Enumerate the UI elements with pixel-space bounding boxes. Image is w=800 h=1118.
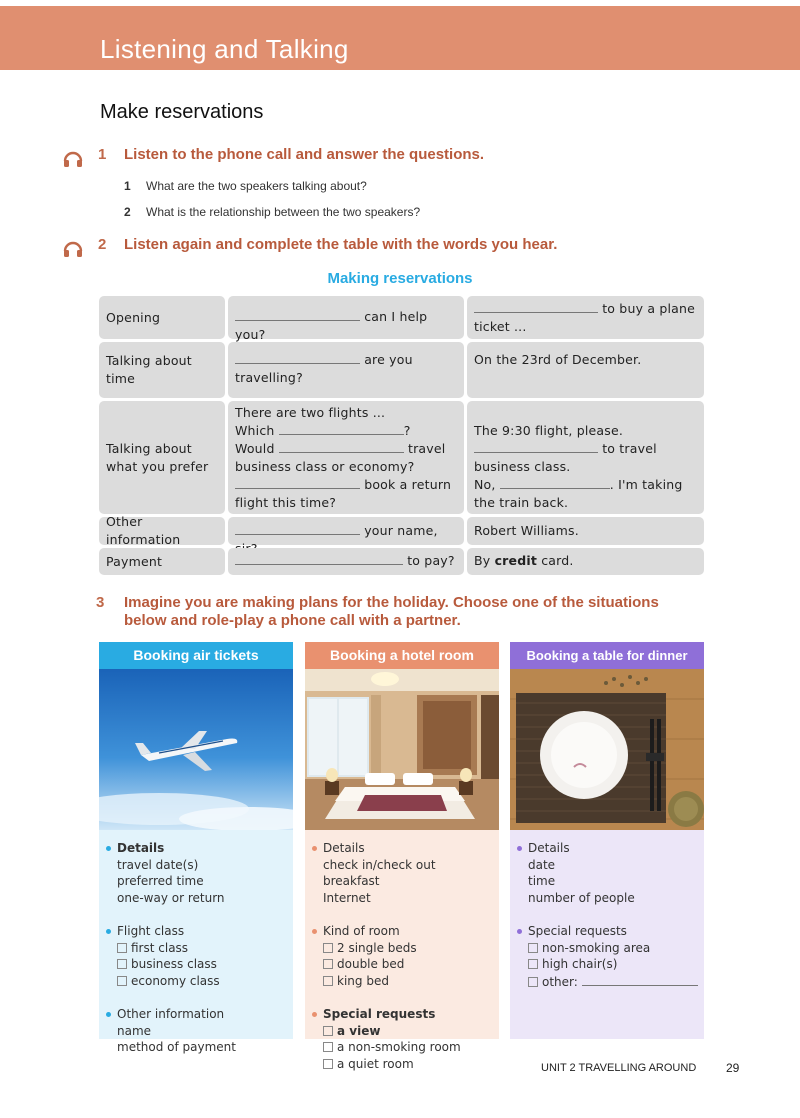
list-item: one-way or return bbox=[117, 891, 225, 906]
card-body bbox=[99, 830, 293, 1055]
checkbox-item[interactable] bbox=[105, 956, 220, 973]
cell-text: The 9:30 flight, please. bbox=[474, 423, 624, 438]
row-label-text: Talking about bbox=[106, 440, 192, 456]
banner-title: Listening and Talking bbox=[100, 34, 349, 64]
row-label-other bbox=[99, 514, 225, 547]
cell-text: ticket ... bbox=[474, 319, 527, 334]
task-instruction-line: Imagine you are making plans for the holiday. Choose one of the situations bbox=[124, 594, 659, 611]
group-heading bbox=[311, 923, 417, 940]
question-text: What are the two speakers talking about? bbox=[146, 179, 367, 193]
cell-text: travel bbox=[407, 441, 446, 456]
list-item: number of people bbox=[528, 891, 635, 906]
answer-blank[interactable] bbox=[474, 440, 598, 453]
scenario-card-air-tickets[interactable] bbox=[99, 642, 293, 1055]
task-instruction bbox=[124, 594, 659, 630]
list-item: check in/check out bbox=[323, 857, 436, 872]
checkbox-label: first class bbox=[131, 940, 189, 955]
cell-time-response bbox=[467, 342, 704, 398]
answer-blank[interactable] bbox=[235, 351, 360, 364]
group-heading bbox=[311, 840, 436, 857]
cell-text: the train back. bbox=[474, 495, 569, 510]
cell-text: to buy a plane bbox=[602, 301, 696, 316]
checkbox-item[interactable] bbox=[311, 1039, 461, 1056]
checkbox-item[interactable] bbox=[516, 940, 698, 957]
cell-payment-question bbox=[228, 548, 464, 575]
checkbox-item[interactable] bbox=[105, 973, 220, 990]
checkbox-label: a non-smoking room bbox=[337, 1040, 461, 1055]
checkbox-icon[interactable] bbox=[528, 943, 538, 953]
cell-prefer-question bbox=[228, 401, 464, 514]
row-label-opening bbox=[99, 296, 225, 339]
checkbox-icon[interactable] bbox=[323, 959, 333, 969]
list-item: method of payment bbox=[117, 1040, 236, 1055]
checkbox-item[interactable] bbox=[516, 973, 698, 991]
cell-opening-response bbox=[467, 296, 704, 339]
bullet-icon bbox=[106, 846, 111, 851]
checkbox-label: non-smoking area bbox=[542, 940, 651, 955]
group-heading bbox=[516, 840, 635, 857]
dinner-table-image bbox=[510, 669, 704, 830]
list-item: travel date(s) bbox=[117, 857, 199, 872]
cell-text: No, bbox=[474, 477, 496, 492]
row-label-text: Talking about bbox=[106, 353, 192, 368]
cell-text: business class or economy? bbox=[235, 459, 415, 474]
checkbox-item[interactable] bbox=[311, 1023, 461, 1040]
question-item bbox=[124, 205, 420, 219]
cell-text: Robert Williams. bbox=[474, 523, 579, 538]
task-instruction-line: below and role-play a phone call with a partner. bbox=[124, 612, 461, 629]
group-heading-text: Kind of room bbox=[323, 924, 400, 938]
group-heading-text: Flight class bbox=[117, 924, 185, 938]
cell-text: ? bbox=[403, 423, 411, 438]
checkbox-label: business class bbox=[131, 957, 217, 972]
card-body bbox=[510, 830, 704, 1039]
row-label-text: Opening bbox=[106, 309, 161, 325]
group-heading bbox=[311, 1006, 461, 1023]
checkbox-label: other: bbox=[542, 975, 578, 990]
task-2-heading bbox=[62, 236, 762, 260]
task-instruction: Listen again and complete the table with the words you hear. bbox=[124, 236, 558, 253]
group-heading-text: Details bbox=[323, 841, 365, 855]
card-body bbox=[305, 830, 499, 1072]
question-text: What is the relationship between the two speakers? bbox=[146, 205, 421, 219]
cell-payment-response bbox=[467, 548, 704, 575]
other-info-group bbox=[105, 1006, 236, 1056]
cell-time-question bbox=[228, 342, 464, 398]
list-item: breakfast bbox=[323, 874, 380, 889]
group-heading bbox=[105, 840, 225, 857]
group-heading-text: Special requests bbox=[528, 924, 627, 938]
answer-blank[interactable] bbox=[474, 300, 598, 313]
task-1-heading bbox=[62, 146, 762, 170]
checkbox-label: a view bbox=[337, 1023, 381, 1038]
checkbox-label: 2 single beds bbox=[337, 940, 417, 955]
question-number: 1 bbox=[124, 179, 131, 193]
task-instruction: Listen to the phone call and answer the questions. bbox=[124, 146, 485, 163]
cell-prefer-response bbox=[467, 401, 704, 514]
row-label-prefer bbox=[99, 401, 225, 514]
cell-text: can I help you? bbox=[235, 309, 428, 342]
answer-blank[interactable] bbox=[235, 308, 360, 321]
checkbox-label: economy class bbox=[131, 974, 220, 989]
card-title: Booking a table for dinner bbox=[510, 642, 704, 669]
cell-opening-question bbox=[228, 296, 464, 342]
checkbox-icon[interactable] bbox=[323, 1059, 333, 1069]
headphones-icon bbox=[62, 238, 84, 260]
airplane-image bbox=[99, 669, 293, 830]
list-item: preferred time bbox=[117, 874, 204, 889]
group-heading bbox=[105, 923, 220, 940]
cell-text: travelling? bbox=[235, 370, 303, 385]
scenario-card-dinner-table[interactable] bbox=[510, 642, 704, 1039]
group-heading-text: Details bbox=[117, 841, 165, 855]
question-number: 2 bbox=[124, 205, 131, 219]
checkbox-label: a quiet room bbox=[337, 1057, 414, 1072]
cell-text: credit bbox=[494, 553, 538, 568]
checkbox-item[interactable] bbox=[311, 956, 417, 973]
bullet-icon bbox=[312, 929, 317, 934]
cell-other-response bbox=[467, 517, 704, 545]
cell-text: card. bbox=[541, 553, 574, 568]
details-group bbox=[311, 840, 436, 907]
cell-text: your name, bbox=[364, 523, 438, 538]
cell-text: to pay? bbox=[407, 553, 455, 568]
cell-text: . I'm taking bbox=[609, 477, 683, 492]
checkbox-icon[interactable] bbox=[117, 943, 127, 953]
footer-unit-label: UNIT 2 TRAVELLING AROUND bbox=[541, 1062, 697, 1074]
answer-blank[interactable] bbox=[235, 522, 360, 535]
cell-text: business class. bbox=[474, 459, 571, 474]
answer-blank[interactable] bbox=[235, 476, 360, 489]
bullet-icon bbox=[106, 1012, 111, 1017]
bullet-icon bbox=[517, 929, 522, 934]
cell-text: On the 23rd of December. bbox=[474, 352, 642, 367]
details-group bbox=[516, 840, 635, 907]
checkbox-label: king bed bbox=[337, 974, 389, 989]
flight-class-group bbox=[105, 923, 220, 990]
row-label-time bbox=[99, 342, 225, 398]
cell-text: Would bbox=[235, 441, 275, 456]
row-label-text: Payment bbox=[106, 553, 163, 569]
cell-text: to travel bbox=[602, 441, 657, 456]
answer-blank[interactable] bbox=[235, 552, 403, 565]
row-label-text: Other information bbox=[106, 514, 181, 547]
list-item: time bbox=[528, 874, 556, 889]
list-item: date bbox=[528, 857, 556, 872]
cell-text: Which bbox=[235, 423, 275, 438]
headphones-icon bbox=[62, 148, 84, 170]
row-label-payment bbox=[99, 548, 225, 575]
checkbox-icon[interactable] bbox=[323, 943, 333, 953]
checkbox-item[interactable] bbox=[311, 1056, 461, 1073]
bullet-icon bbox=[312, 846, 317, 851]
checkbox-icon[interactable] bbox=[323, 1042, 333, 1052]
cell-text: flight this time? bbox=[235, 495, 337, 510]
cell-text: By bbox=[474, 553, 491, 568]
checkbox-icon[interactable] bbox=[528, 977, 538, 987]
answer-blank[interactable] bbox=[279, 440, 404, 453]
kind-of-room-group bbox=[311, 923, 417, 990]
task-number: 2 bbox=[98, 236, 107, 253]
list-item: name bbox=[117, 1023, 152, 1038]
table-title: Making reservations bbox=[327, 270, 473, 287]
cell-text: There are two flights ... bbox=[235, 405, 386, 420]
cell-text: are you bbox=[364, 352, 413, 367]
cell-text: book a return bbox=[364, 477, 452, 492]
cell-other-question bbox=[228, 517, 464, 545]
bullet-icon bbox=[106, 929, 111, 934]
row-label-text: time bbox=[106, 371, 136, 386]
checkbox-label: high chair(s) bbox=[542, 957, 618, 972]
special-requests-group bbox=[311, 1006, 461, 1073]
task-number: 1 bbox=[98, 146, 107, 163]
checkbox-item[interactable] bbox=[311, 973, 417, 990]
group-heading-text: Other information bbox=[117, 1007, 225, 1021]
group-heading-text: Details bbox=[528, 841, 570, 855]
checkbox-label: double bed bbox=[337, 957, 405, 972]
checkbox-item[interactable] bbox=[311, 940, 417, 957]
header-banner bbox=[0, 6, 800, 70]
list-item: Internet bbox=[323, 891, 371, 906]
special-requests-group bbox=[516, 923, 698, 991]
card-title: Booking a hotel room bbox=[305, 642, 499, 669]
checkbox-item[interactable] bbox=[105, 940, 220, 957]
question-item bbox=[124, 179, 367, 193]
page-number: 29 bbox=[726, 1061, 740, 1075]
card-title: Booking air tickets bbox=[99, 642, 293, 669]
bullet-icon bbox=[517, 846, 522, 851]
task-number: 3 bbox=[96, 594, 105, 611]
checkbox-icon[interactable] bbox=[323, 976, 333, 986]
group-heading bbox=[105, 1006, 236, 1023]
group-heading-text: Special requests bbox=[323, 1007, 436, 1021]
group-heading bbox=[516, 923, 698, 940]
details-group bbox=[105, 840, 225, 907]
hotel-room-image bbox=[305, 669, 499, 830]
checkbox-icon[interactable] bbox=[117, 959, 127, 969]
answer-blank[interactable] bbox=[582, 973, 698, 986]
section-title: Make reservations bbox=[100, 101, 264, 123]
checkbox-icon[interactable] bbox=[117, 976, 127, 986]
answer-blank[interactable] bbox=[279, 422, 404, 435]
answer-blank[interactable] bbox=[500, 476, 610, 489]
bullet-icon bbox=[312, 1012, 317, 1017]
row-label-text: what you prefer bbox=[106, 458, 209, 474]
checkbox-item[interactable] bbox=[516, 956, 698, 973]
task-3-heading bbox=[62, 594, 762, 634]
checkbox-icon[interactable] bbox=[323, 1026, 333, 1036]
scenario-card-hotel-room[interactable] bbox=[305, 642, 499, 1072]
checkbox-icon[interactable] bbox=[528, 959, 538, 969]
